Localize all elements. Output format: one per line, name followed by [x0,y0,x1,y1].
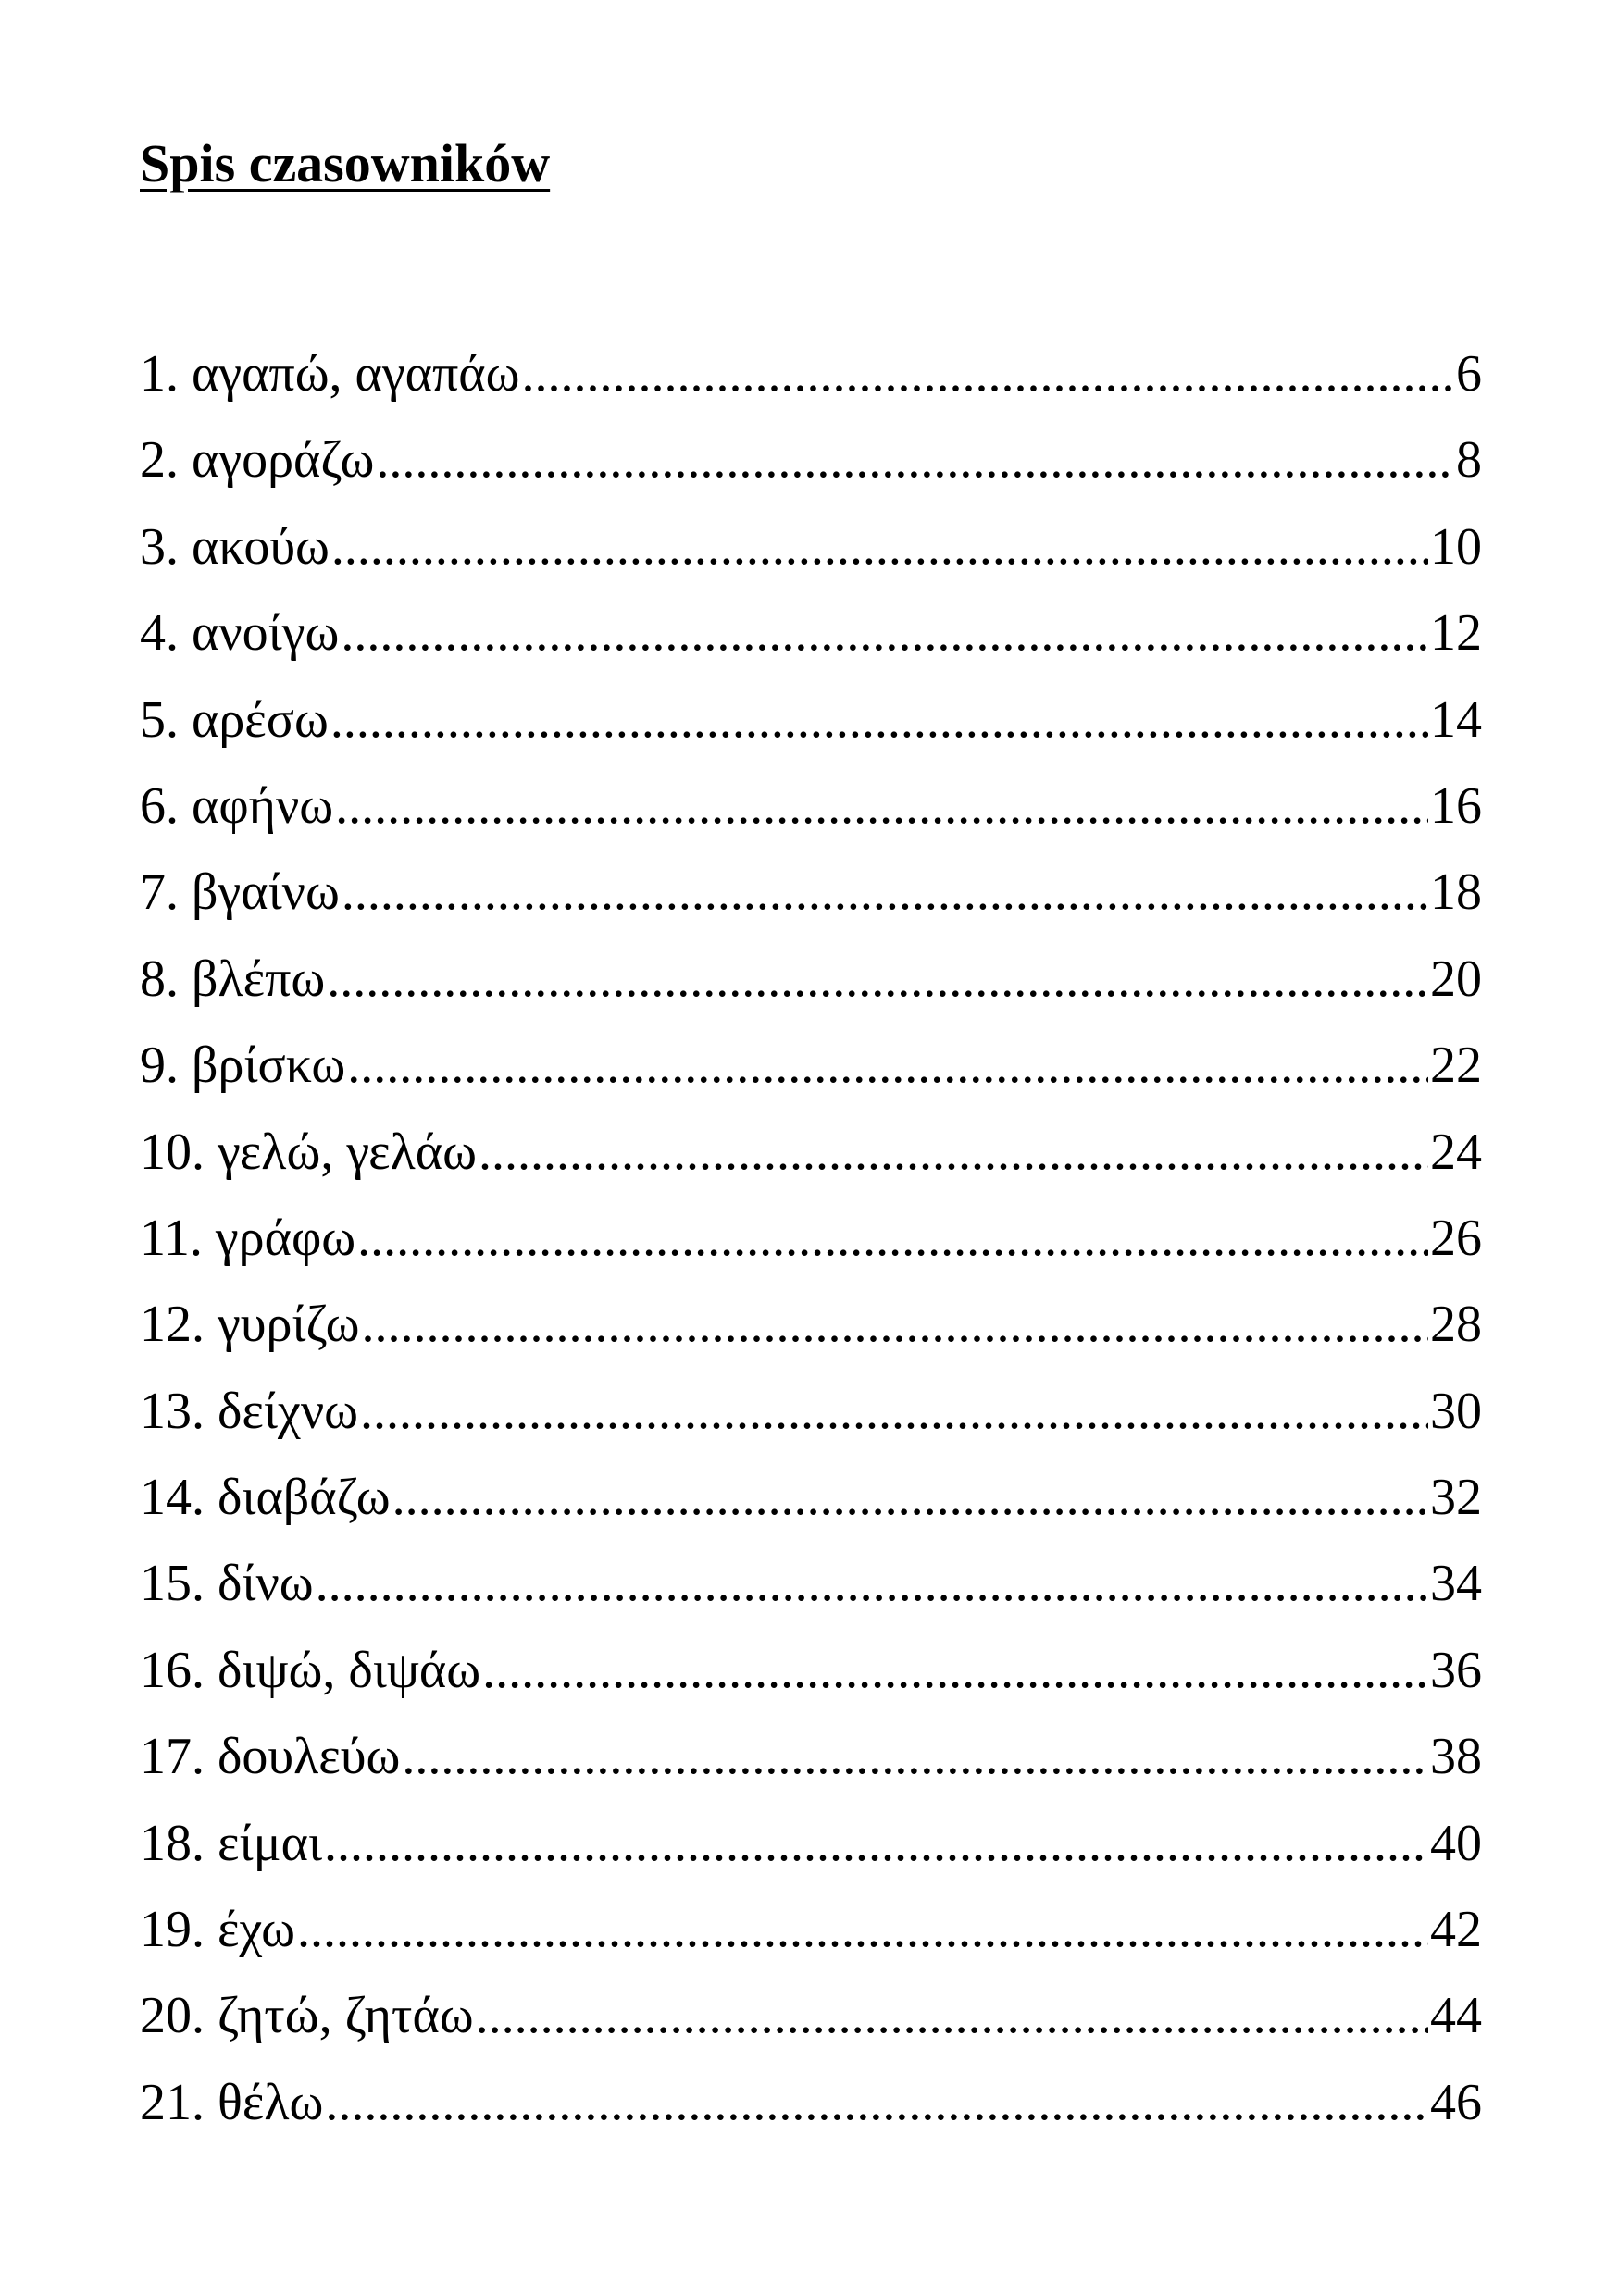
entry-number: 20. [140,1987,205,2045]
table-of-contents [140,331,1482,2146]
entry-page-number: 16 [1430,776,1482,835]
dot-leader [476,1973,1428,2059]
dot-leader [392,1455,1428,1541]
entry-number: 10. [140,1123,205,1181]
entry-page-number: 38 [1430,1728,1482,1786]
entry-verb: διψώ, διψάω [218,1641,481,1699]
entry-number: 16. [140,1641,205,1699]
toc-entry [140,1455,1482,1541]
toc-entry [140,417,1482,503]
toc-entry [140,1628,1482,1714]
entry-page-number: 10 [1430,517,1482,576]
entry-page-number: 6 [1456,345,1482,403]
entry-number: 4. [140,604,179,663]
toc-entry [140,1887,1482,1973]
toc-entry [140,1023,1482,1109]
entry-verb: δίνω [218,1555,314,1613]
entry-number: 6. [140,776,179,835]
entry-number: 13. [140,1382,205,1440]
entry-verb: θέλω [218,2073,324,2131]
entry-verb: δείχνω [218,1382,359,1440]
toc-entry [140,590,1482,676]
toc-entry [140,1801,1482,1887]
dot-leader [316,1541,1428,1627]
toc-entry [140,677,1482,763]
entry-number: 5. [140,690,179,749]
dot-leader [357,1196,1428,1282]
toc-entry [140,1369,1482,1455]
toc-entry [140,1196,1482,1282]
entry-number: 11. [140,1209,203,1267]
entry-page-number: 26 [1430,1209,1482,1267]
toc-entry [140,504,1482,590]
entry-page-number: 36 [1430,1641,1482,1699]
entry-page-number: 18 [1430,863,1482,922]
entry-verb: γυρίζω [218,1296,360,1354]
entry-number: 9. [140,1036,179,1095]
dot-leader [297,1887,1428,1973]
dot-leader [402,1714,1428,1800]
entry-number: 7. [140,863,179,922]
dot-leader [330,677,1428,763]
dot-leader [521,331,1454,417]
dot-leader [360,1369,1428,1455]
entry-page-number: 46 [1430,2073,1482,2131]
entry-page-number: 8 [1456,431,1482,490]
entry-number: 19. [140,1901,205,1959]
toc-entry [140,937,1482,1023]
dot-leader [341,590,1428,676]
entry-verb: αρέσω [192,690,329,749]
entry-number: 8. [140,949,179,1008]
entry-page-number: 24 [1430,1123,1482,1181]
entry-verb: είμαι [218,1814,323,1872]
dot-leader [331,504,1428,590]
entry-verb: διαβάζω [218,1469,391,1527]
toc-entry [140,1282,1482,1368]
entry-page-number: 14 [1430,690,1482,749]
entry-page-number: 12 [1430,604,1482,663]
entry-page-number: 44 [1430,1987,1482,2045]
toc-entry [140,763,1482,850]
entry-number: 15. [140,1555,205,1613]
entry-page-number: 42 [1430,1901,1482,1959]
entry-number: 1. [140,345,179,403]
entry-verb: βρίσκω [192,1036,346,1095]
toc-entry [140,1110,1482,1196]
dot-leader [376,417,1454,503]
dot-leader [482,1628,1428,1714]
entry-number: 18. [140,1814,205,1872]
dot-leader [347,1023,1428,1109]
entry-verb: αγαπώ, αγαπάω [192,345,520,403]
toc-entry [140,331,1482,417]
entry-verb: γελώ, γελάω [218,1123,477,1181]
entry-verb: αφήνω [192,776,334,835]
entry-verb: βλέπω [192,949,326,1008]
entry-page-number: 40 [1430,1814,1482,1872]
entry-number: 21. [140,2073,205,2131]
entry-page-number: 32 [1430,1469,1482,1527]
dot-leader [324,1801,1428,1887]
dot-leader [342,850,1428,936]
dot-leader [479,1110,1428,1196]
entry-page-number: 28 [1430,1296,1482,1354]
entry-verb: δουλεύω [218,1728,401,1786]
entry-page-number: 34 [1430,1555,1482,1613]
entry-verb: ανοίγω [192,604,340,663]
page-title: Spis czasowników [140,133,551,193]
toc-entry [140,850,1482,936]
entry-verb: ακούω [192,517,330,576]
entry-number: 17. [140,1728,205,1786]
toc-entry [140,1973,1482,2059]
entry-page-number: 30 [1430,1382,1482,1440]
toc-entry [140,1714,1482,1800]
entry-verb: ζητώ, ζητάω [218,1987,474,2045]
entry-page-number: 22 [1430,1036,1482,1095]
entry-number: 14. [140,1469,205,1527]
dot-leader [362,1282,1428,1368]
entry-number: 3. [140,517,179,576]
entry-number: 2. [140,431,179,490]
dot-leader [335,763,1428,850]
toc-entry [140,2060,1482,2146]
entry-verb: βγαίνω [192,863,340,922]
entry-number: 12. [140,1296,205,1354]
dot-leader [325,2060,1428,2146]
entry-page-number: 20 [1430,949,1482,1008]
entry-verb: έχω [218,1901,295,1959]
toc-entry [140,1541,1482,1627]
entry-verb: αγοράζω [192,431,375,490]
entry-verb: γράφω [215,1209,356,1267]
dot-leader [327,937,1428,1023]
